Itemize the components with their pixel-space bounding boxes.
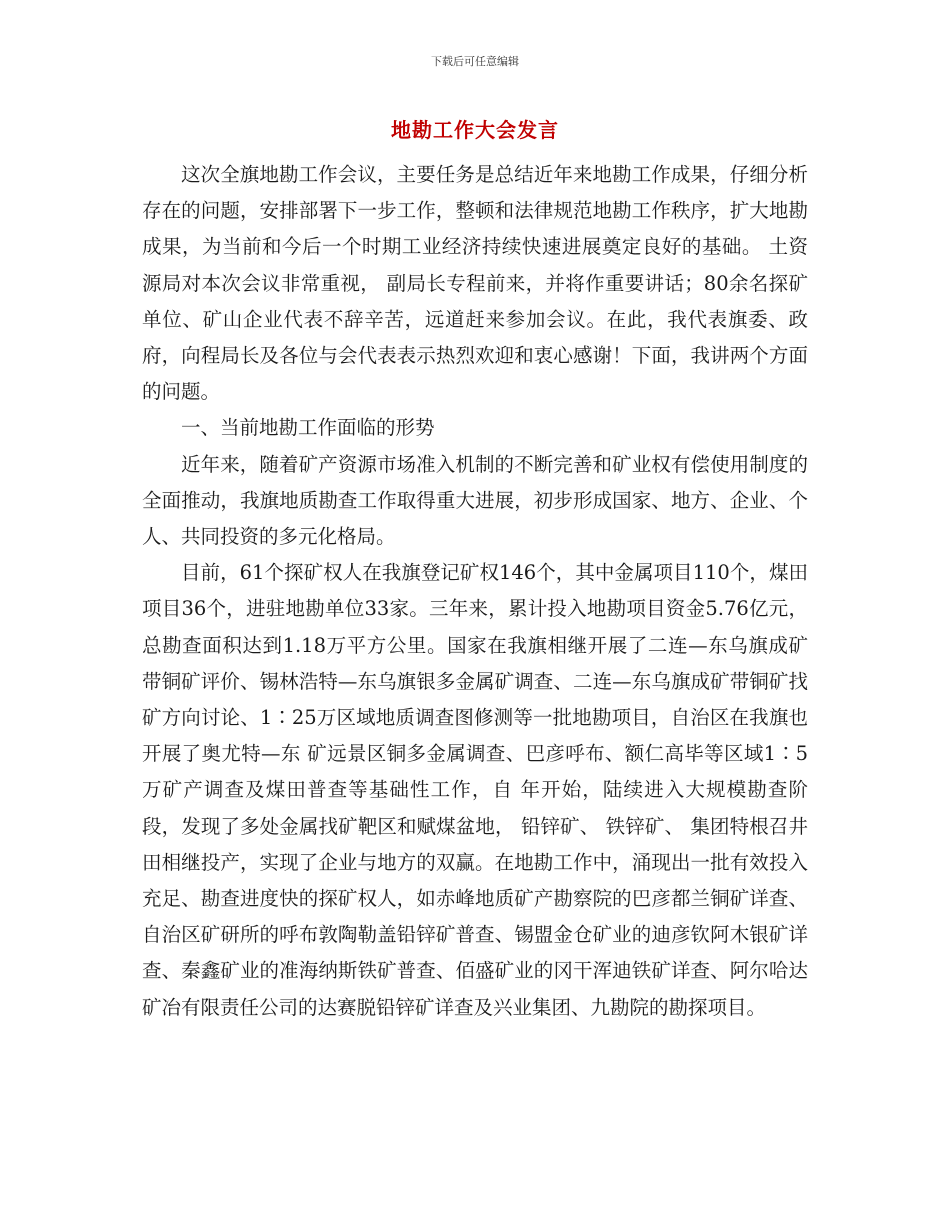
paragraph-overview: 近年来，随着矿产资源市场准入机制的不断完善和矿业权有偿使用制度的全面推动，我旗地质勘查工作取得重大进展，初步形成国家、地方、企业、个人、共同投资的多元化格局。 [142,452,808,549]
paragraph-details: 目前，61个探矿权人在我旗登记矿权146个，其中金属项目110个，煤田项目36个，进驻地勘单位33家。三年来，累计投入地勘项目资金5.76亿元，总勘查面积达到1.18万平方公里。国家在我旗相继开展了二连—东乌旗成矿带铜矿评价、锡林浩特—东乌旗银多金属矿调查、二连—东乌旗成矿带铜矿找矿方向讨论、1∶25万区域地质调查图修测等一批地勘项目，自治区在我旗也开展了奥尤特—东 矿远景区铜多金属调查、巴彦呼布、额仁高毕等区域1∶5万矿产调查及煤田普查等基础性工作，自 年开始，陆续进入大规模勘查阶段，发现了多处金属找矿靶区和赋煤盆地， 铅锌矿、 铁锌矿、 集团特根召井田相继投产，实现了企业与地方的双赢。在地勘工作中，涌现出一批有效投入充足、勘查进度快的探矿权人，如赤峰地质矿产勘察院的巴彦都兰铜矿详查、自治区矿研所的呼布敦陶勒盖铅锌矿普查、锡盟金仓矿业的迪彦钦阿木银矿详查、秦鑫矿业的准海纳斯铁矿普查、佰盛矿业的冈干浑迪铁矿详查、阿尔哈达矿冶有限责任公司的达赛脱铅锌矿详查及兴业集团、九勘院的勘探项目。 [142,561,808,1019]
header-note: 下载后可任意编辑 [431,55,519,68]
document-body [142,157,808,1026]
page-title: 地勘工作大会发言 [391,118,559,142]
paragraph-intro: 这次全旗地勘工作会议，主要任务是总结近年来地勘工作成果，仔细分析存在的问题，安排部署下一步工作，整顿和法律规范地勘工作秩序，扩大地勘成果，为当前和今后一个时期工业经济持续快速进展奠定良好的基础。 土资源局对本次会议非常重视， 副局长专程前来，并将作重要讲话；80余名探矿单位、矿山企业代表不辞辛苦，远道赶来参加会议。在此，我代表旗委、政府，向程局长及各位与会代表表示热烈欢迎和衷心感谢！下面，我讲两个方面的问题。 [142,163,808,404]
section-heading: 一、当前地勘工作面临的形势 [181,416,435,440]
